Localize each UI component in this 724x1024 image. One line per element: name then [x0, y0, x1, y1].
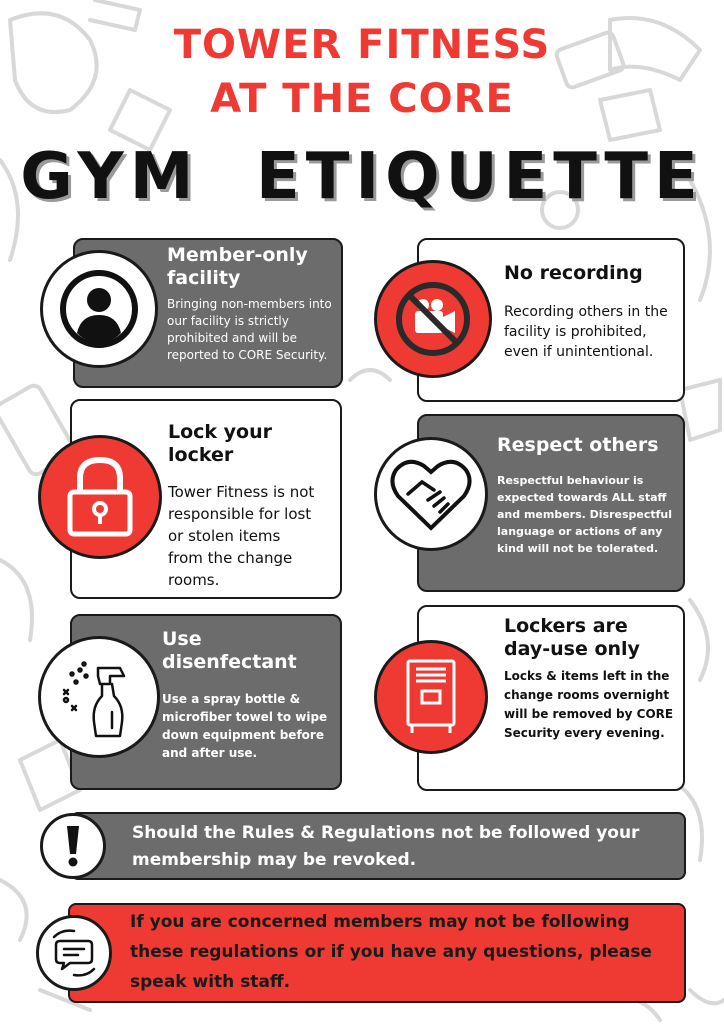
locker-icon-circle: [374, 640, 488, 754]
card-title: Lock your locker: [168, 421, 273, 466]
contact-banner: [68, 903, 686, 1003]
contact-text: If you are concerned members may not be following these regulations or if you have any questions, please speak with staff.: [130, 912, 652, 992]
title-line-2: AT THE CORE: [210, 76, 514, 122]
person-icon: [59, 269, 139, 349]
card-body: Use a spray bottle & microfiber towel to wipe down equipment before and after use.: [162, 692, 328, 760]
warning-banner: [70, 812, 686, 880]
member-icon-circle: [40, 250, 158, 368]
handshake-heart-icon: [388, 454, 474, 534]
card-title: No recording: [504, 262, 643, 284]
warning-icon-circle: [40, 813, 106, 879]
padlock-icon: [62, 454, 138, 540]
card-title: Lockers are day-use only: [504, 615, 640, 660]
disinfectant-icon-circle: [38, 636, 160, 758]
warning-text: Should the Rules & Regulations not be followed your membership may be revoked.: [132, 823, 640, 870]
contact-icon-circle: [36, 915, 112, 991]
respect-icon-circle: [374, 437, 488, 551]
card-title: Member-only facility: [167, 244, 308, 289]
title-line-1: TOWER FITNESS: [173, 22, 551, 68]
spray-bottle-icon: [54, 652, 144, 742]
card-body: Tower Fitness is not responsible for lost or stolen items from the change rooms.: [168, 483, 315, 589]
no-camera-icon: [391, 277, 475, 361]
chat-icon: [48, 927, 100, 979]
card-body: Bringing non-members into our facility is strictly prohibited and will be reported to CORE Security.: [167, 297, 332, 362]
card-body: Respectful behaviour is expected towards ALL staff and members. Disrespectful language or actions of any kind will not be tolerated.: [497, 474, 673, 555]
page-headline: GYM ETIQUETTE: [20, 140, 704, 214]
card-title: Use disenfectant: [162, 628, 297, 673]
card-title: Respect others: [497, 434, 659, 456]
exclamation-icon: [63, 824, 83, 868]
card-body: Recording others in the facility is prohibited, even if unintentional.: [504, 304, 668, 360]
lock-icon-circle: [38, 435, 162, 559]
card-body: Locks & items left in the change rooms overnight will be removed by CORE Security every evening.: [504, 669, 674, 740]
recording-icon-circle: [374, 260, 492, 378]
locker-icon: [400, 657, 462, 737]
